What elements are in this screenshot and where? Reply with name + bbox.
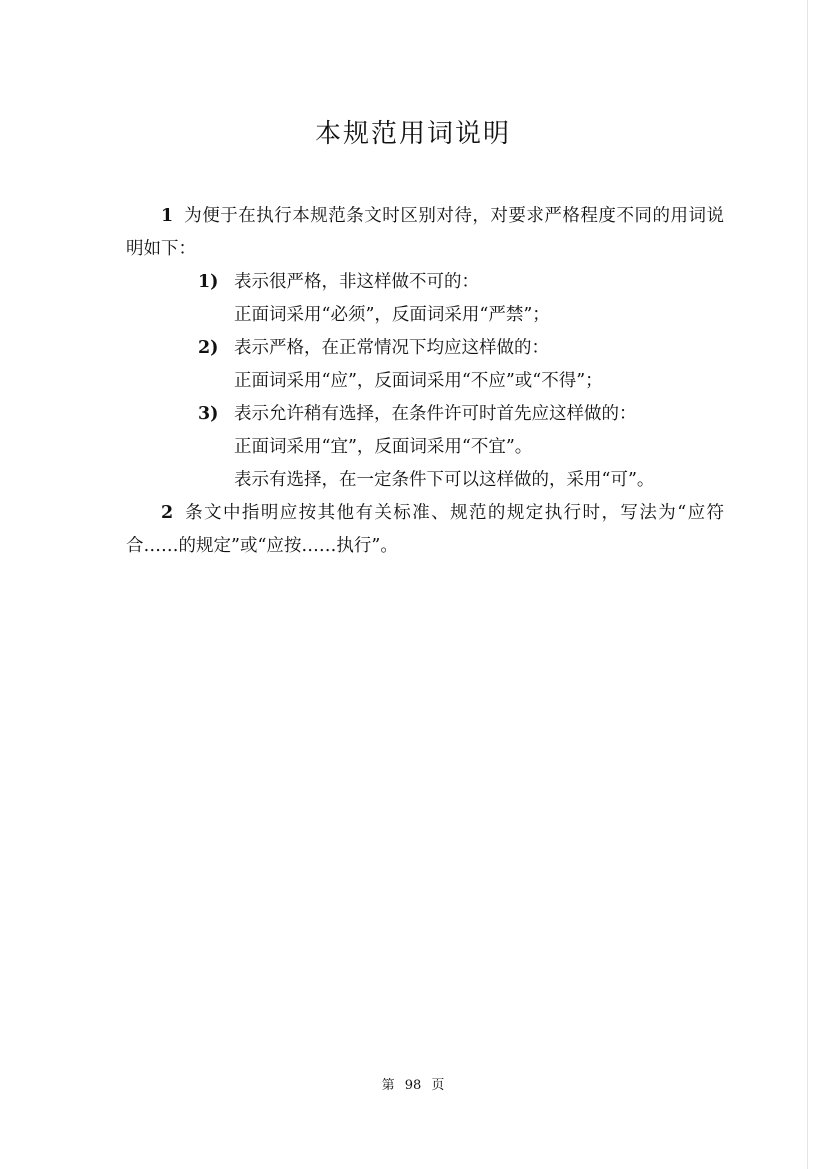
list-item-2 bbox=[126, 332, 724, 365]
list-item-3-sub-1: 正面词采用“宜”，反面词采用“不宜”。 bbox=[234, 437, 533, 457]
list-item-3 bbox=[126, 398, 724, 431]
section-2-text: 条文中指明应按其他有关标准、规范的规定执行时，写法为“应符合……的规定”或“应按……执行”。 bbox=[126, 503, 724, 556]
section-2-number: 2 bbox=[161, 503, 174, 523]
page-edge-line bbox=[807, 0, 808, 1169]
page-number: 第 98 页 bbox=[381, 1078, 445, 1093]
list-item-1-number: 1) bbox=[198, 272, 219, 292]
section-2 bbox=[126, 497, 724, 563]
list-item-1 bbox=[126, 266, 724, 299]
list-item-1-text: 表示很严格，非这样做不可的： bbox=[234, 272, 479, 292]
section-1-number: 1 bbox=[161, 206, 174, 226]
document-body bbox=[126, 200, 724, 563]
page-title: 本规范用词说明 bbox=[314, 119, 511, 149]
section-1-text: 为便于在执行本规范条文时区别对待，对要求严格程度不同的用词说明如下： bbox=[126, 206, 724, 259]
list-item-3-number: 3) bbox=[198, 404, 219, 424]
list-item-3-text: 表示允许稍有选择，在条件许可时首先应这样做的： bbox=[234, 404, 637, 424]
list-item-3-sub-2: 表示有选择，在一定条件下可以这样做的，采用“可”。 bbox=[234, 470, 655, 490]
list-item-1-sub: 正面词采用“必须”，反面词采用“严禁”； bbox=[234, 305, 550, 325]
section-1 bbox=[126, 200, 724, 266]
list-item-2-number: 2) bbox=[198, 338, 219, 358]
list-item-2-sub: 正面词采用“应”，反面词采用“不应”或“不得”； bbox=[234, 371, 603, 391]
list-item-2-text: 表示严格，在正常情况下均应这样做的： bbox=[234, 338, 549, 358]
